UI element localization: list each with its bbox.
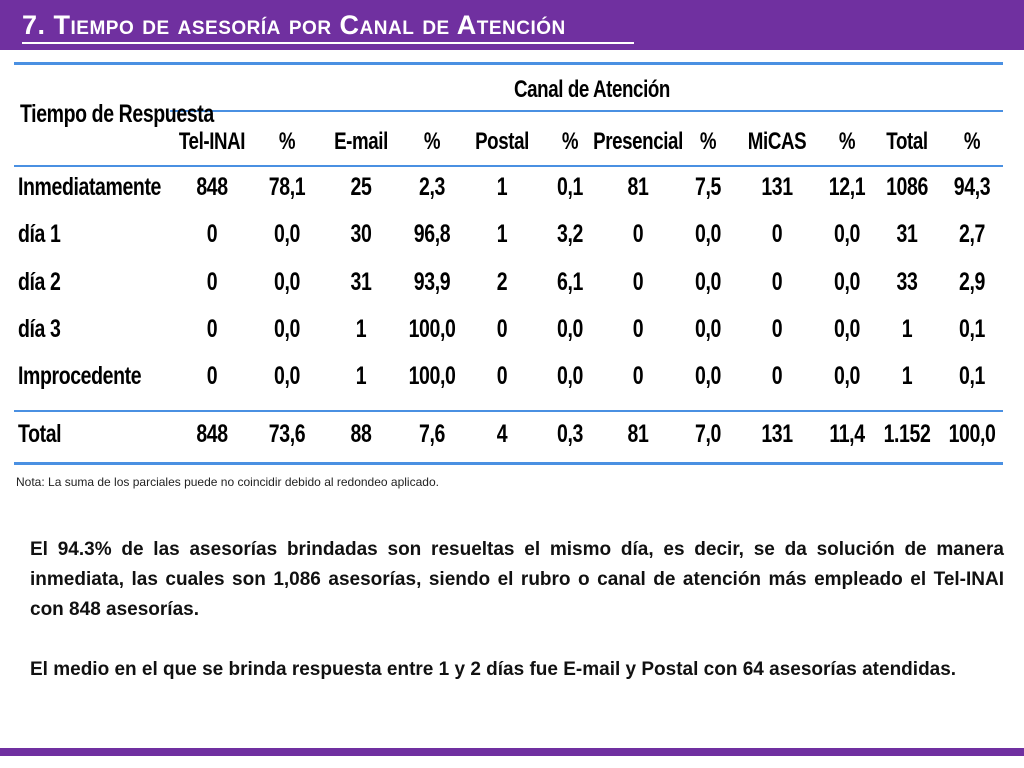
table-rule-group [170,110,1003,112]
table-cell: 1 [355,362,367,390]
table-cell: 93,9 [413,268,451,296]
table-cell: 0,0 [274,315,300,343]
total-cell: 131 [761,420,793,448]
table-cell: 25 [350,173,372,201]
table-cell: 1 [901,315,913,343]
total-cell: 1.152 [883,420,931,448]
total-cell: 7,6 [419,420,445,448]
column-header: Postal [475,128,529,155]
column-header: Tel-INAI [178,128,246,155]
total-cell: 100,0 [948,420,996,448]
title-underline [22,42,634,44]
table-cell: 0,0 [695,315,721,343]
row-label: día 1 [18,220,61,248]
column-header: Total [886,128,928,155]
column-header: % [838,128,856,155]
table-cell: 81 [627,173,649,201]
table-rule-top [14,62,1003,65]
row-label: Improcedente [18,362,142,390]
table-cell: 2,9 [959,268,985,296]
table-cell: 33 [896,268,918,296]
table-cell: 0,0 [274,362,300,390]
table-note: Nota: La suma de los parciales puede no coincidir debido al redondeo aplicado. [16,475,439,489]
total-cell: 0,3 [557,420,583,448]
column-header: % [699,128,717,155]
table-cell: 2,7 [959,220,985,248]
column-header: MiCAS [747,128,807,155]
table-rule-bottom [14,462,1003,465]
table-cell: 0 [206,268,218,296]
row-header: Tiempo de Respuesta [20,100,214,128]
table-cell: 0 [632,315,644,343]
table-cell: 0,1 [557,173,583,201]
table-cell: 0,0 [557,315,583,343]
table-cell: 0 [632,362,644,390]
column-header: Presencial [593,128,683,155]
table-cell: 0,0 [274,268,300,296]
table-cell: 12,1 [828,173,866,201]
table-cell: 2 [496,268,508,296]
column-header: % [423,128,441,155]
table-cell: 131 [761,173,793,201]
table-cell: 0,0 [695,220,721,248]
table-cell: 31 [896,220,918,248]
table-cell: 0,0 [695,362,721,390]
row-label: día 2 [18,268,61,296]
total-cell: 4 [496,420,508,448]
page-title: 7. Tiempo de asesoría por Canal de Atención [22,10,566,40]
table-cell: 30 [350,220,372,248]
table-cell: 0 [632,220,644,248]
total-cell: 81 [627,420,649,448]
group-header: Canal de Atención [514,76,670,103]
table-cell: 0 [632,268,644,296]
row-label: Inmediatamente [18,173,162,201]
table-rule-header [14,165,1003,167]
table-cell: 0 [496,362,508,390]
table-cell: 0,0 [557,362,583,390]
table-cell: 0 [206,362,218,390]
table-cell: 100,0 [408,315,456,343]
footer-bar [0,748,1024,756]
table-cell: 0,0 [834,220,860,248]
table-cell: 0,0 [834,362,860,390]
table-cell: 31 [350,268,372,296]
table-cell: 6,1 [557,268,583,296]
column-header: % [561,128,579,155]
summary-paragraph-2: El medio en el que se brinda respuesta entre 1 y 2 días fue E-mail y Postal con 64 asesorías atendidas. [30,659,957,680]
table-cell: 0,0 [834,268,860,296]
response-time-table [14,62,1003,465]
table-cell: 3,2 [557,220,583,248]
table-cell: 0,0 [695,268,721,296]
table-cell: 0 [206,315,218,343]
column-header: % [278,128,296,155]
table-rule-total [14,410,1003,412]
column-header: % [963,128,981,155]
table-cell: 1 [355,315,367,343]
table-cell: 100,0 [408,362,456,390]
table-cell: 1 [496,173,508,201]
table-cell: 0,0 [834,315,860,343]
table-cell: 0,1 [959,315,985,343]
table-cell: 0 [771,268,783,296]
table-cell: 2,3 [419,173,445,201]
table-cell: 94,3 [953,173,991,201]
table-cell: 0 [771,362,783,390]
total-cell: 73,6 [268,420,306,448]
table-cell: 7,5 [695,173,721,201]
total-cell: 7,0 [695,420,721,448]
total-cell: 88 [350,420,372,448]
column-header: E-mail [334,128,388,155]
total-row-label: Total [18,420,62,448]
row-label: día 3 [18,315,61,343]
total-cell: 11,4 [829,420,865,448]
table-cell: 0,0 [274,220,300,248]
table-cell: 0,1 [959,362,985,390]
table-cell: 1 [496,220,508,248]
summary-paragraph-1: El 94.3% de las asesorías brindadas son resueltas el mismo día, es decir, se da solución de manera inmediata, las cuales son 1,086 asesorías, siendo el rubro o canal de atención más empleado el Tel-INAI con 848 asesorías. [30,539,1004,620]
table-cell: 1086 [886,173,928,201]
table-cell: 0 [771,220,783,248]
table-cell: 0 [771,315,783,343]
table-cell: 848 [196,173,228,201]
total-cell: 848 [196,420,228,448]
table-cell: 96,8 [413,220,451,248]
table-cell: 0 [206,220,218,248]
table-cell: 1 [901,362,913,390]
table-cell: 78,1 [268,173,306,201]
table-cell: 0 [496,315,508,343]
